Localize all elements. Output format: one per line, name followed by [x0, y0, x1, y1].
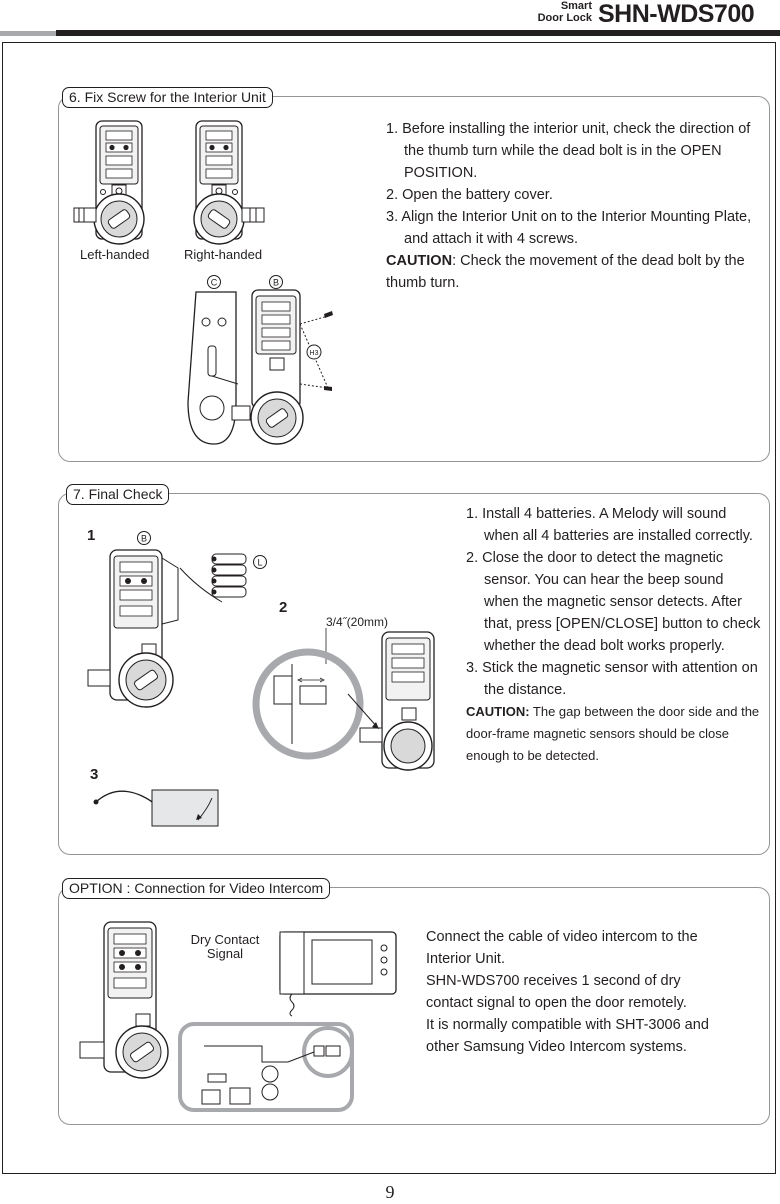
dry-contact-line-2: Signal	[206, 946, 244, 961]
intercom-line-2: Interior Unit.	[426, 951, 505, 967]
model-name: SHN-WDS700	[598, 0, 755, 28]
video-intercom-illustration	[276, 928, 402, 1018]
dry-contact-line-1: Dry Contact	[190, 932, 260, 947]
section-video-intercom-text	[426, 926, 766, 1058]
final-step-3: 3. Stick the magnetic sensor with attention on the distance.	[466, 660, 758, 698]
left-handed-label: Left-handed	[80, 247, 150, 262]
sensor-sticker-illustration	[92, 780, 232, 830]
final-caution-text: The gap between the door side and the door-frame magnetic sensors should be close enough to be detected.	[466, 704, 760, 763]
callout-b-final: B	[140, 533, 148, 544]
intercom-lock-illustration	[76, 918, 176, 1090]
brand-label	[528, 0, 592, 24]
dry-contact-label	[186, 933, 264, 961]
right-handed-label: Right-handed	[184, 247, 263, 262]
callout-h3: H3	[309, 350, 319, 357]
brand-line-1: Smart	[560, 0, 592, 12]
section-fix-screw-title: 6. Fix Screw for the Interior Unit	[62, 87, 273, 108]
final-step-2: 2. Close the door to detect the magnetic sensor. You can hear the beep sound when the magnetic sensor detects. After that, press [OPEN/CLOSE] button to check whether the dead bolt works properly.	[466, 550, 761, 654]
header-rule-gray	[0, 31, 56, 36]
step-3-number: 3	[90, 766, 99, 783]
batteries	[212, 554, 247, 597]
callout-l: L	[257, 557, 263, 568]
lock-left-handed-illustration	[70, 118, 170, 254]
final-caution-label: CAUTION:	[466, 704, 530, 719]
callout-b: B	[272, 277, 280, 288]
fix-step-2: 2. Open the battery cover.	[386, 187, 553, 203]
battery-install-illustration	[80, 528, 280, 728]
gap-distance-label: 3/4˝(20mm)	[326, 615, 389, 629]
intercom-line-5: It is normally compatible with SHT-3006 and	[426, 1017, 709, 1033]
section-video-intercom-title: OPTION : Connection for Video Intercom	[62, 878, 330, 899]
lock-right-handed-illustration	[180, 118, 280, 254]
fix-caution-text: : Check the movement of the dead bolt by the thumb turn.	[386, 253, 745, 291]
section-final-check-text	[466, 503, 762, 767]
intercom-line-3: SHN-WDS700 receives 1 second of dry	[426, 973, 681, 989]
section-final-check-title: 7. Final Check	[66, 484, 169, 505]
intercom-line-4: contact signal to open the door remotely.	[426, 995, 687, 1011]
fix-caution-label: CAUTION	[386, 253, 453, 269]
brand-line-2: Door Lock	[537, 12, 592, 24]
fix-step-1: 1. Before installing the interior unit, check the direction of the thumb turn while the dead bolt is in the OPEN POSITION.	[386, 121, 751, 181]
step-1-number: 1	[87, 527, 96, 544]
intercom-line-1: Connect the cable of video intercom to the	[426, 929, 698, 945]
callout-c: C	[210, 277, 218, 288]
page-header	[0, 0, 780, 40]
final-caution	[466, 701, 762, 767]
fix-step-3: 3. Align the Interior Unit on to the Interior Mounting Plate, and attach it with 4 screws.	[386, 209, 752, 247]
step-2-number: 2	[279, 599, 288, 616]
intercom-line-6: other Samsung Video Intercom systems.	[426, 1039, 687, 1055]
final-step-1: 1. Install 4 batteries. A Melody will sound when all 4 batteries are installed correctly.	[466, 506, 753, 544]
intercom-wiring-detail	[178, 1022, 356, 1114]
fix-caution	[386, 250, 760, 294]
magnetic-sensor-gap-illustration	[252, 628, 442, 778]
section-fix-screw-text	[386, 118, 760, 294]
page-number: 9	[385, 1182, 395, 1202]
header-rule-black	[56, 30, 780, 36]
mounting-assembly-illustration	[178, 272, 348, 458]
